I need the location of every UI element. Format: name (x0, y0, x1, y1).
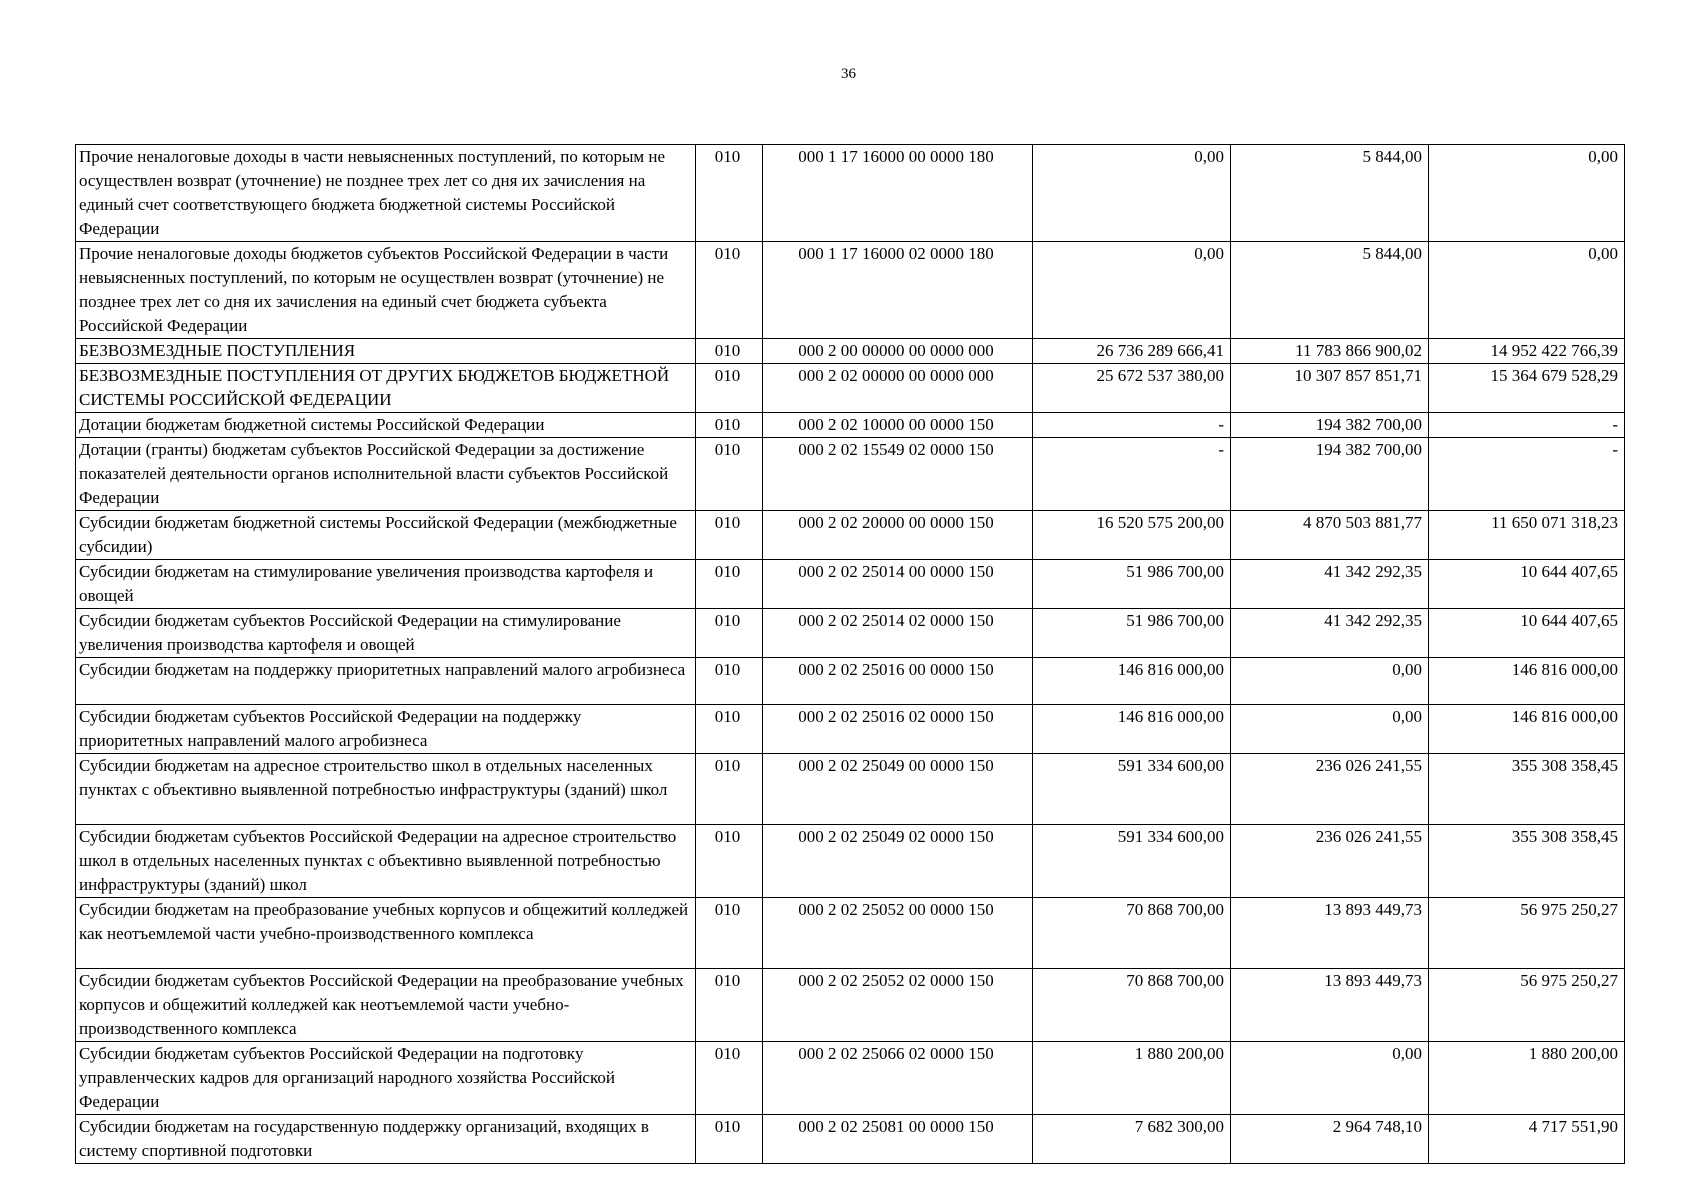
row-name-cell: БЕЗВОЗМЕЗДНЫЕ ПОСТУПЛЕНИЯ ОТ ДРУГИХ БЮДЖЕТОВ БЮДЖЕТНОЙ СИСТЕМЫ РОССИЙСКОЙ ФЕДЕРАЦИИ (76, 364, 696, 413)
row-name-cell: Дотации (гранты) бюджетам субъектов Российской Федерации за достижение показателей деятельности органов исполнительной власти субъектов Российской Федерации (76, 438, 696, 511)
row-code-cell: 010 (696, 1042, 763, 1115)
row-approved-cell: 70 868 700,00 (1033, 969, 1231, 1042)
row-approved-cell: 0,00 (1033, 145, 1231, 242)
row-approved-cell: 7 682 300,00 (1033, 1115, 1231, 1164)
row-unexecuted-cell: 10 644 407,65 (1429, 609, 1625, 658)
row-name-cell: БЕЗВОЗМЕЗДНЫЕ ПОСТУПЛЕНИЯ (76, 339, 696, 364)
row-executed-cell: 13 893 449,73 (1231, 898, 1429, 969)
row-approved-cell: 0,00 (1033, 242, 1231, 339)
row-kbk-cell: 000 1 17 16000 02 0000 180 (763, 242, 1033, 339)
row-name-cell: Субсидии бюджетам субъектов Российской Федерации на адресное строительство школ в отдельных населенных пунктах с объективно выявленной потребностью инфраструктуры (зданий) школ (76, 825, 696, 898)
row-approved-cell: 26 736 289 666,41 (1033, 339, 1231, 364)
row-approved-cell: 591 334 600,00 (1033, 754, 1231, 825)
row-kbk-cell: 000 2 02 25052 02 0000 150 (763, 969, 1033, 1042)
row-code-cell: 010 (696, 825, 763, 898)
row-approved-cell: 1 880 200,00 (1033, 1042, 1231, 1115)
budget-table-body (76, 145, 1625, 1164)
row-approved-cell: 51 986 700,00 (1033, 560, 1231, 609)
row-code-cell: 010 (696, 413, 763, 438)
row-name-cell: Прочие неналоговые доходы бюджетов субъектов Российской Федерации в части невыясненных поступлений, по которым не осуществлен возврат (уточнение) не позднее трех лет со дня их зачисления на единый счет бюджета субъекта Российской Федерации (76, 242, 696, 339)
row-code-cell: 010 (696, 705, 763, 754)
row-approved-cell: - (1033, 413, 1231, 438)
row-unexecuted-cell: 11 650 071 318,23 (1429, 511, 1625, 560)
row-unexecuted-cell: 56 975 250,27 (1429, 969, 1625, 1042)
row-unexecuted-cell: 146 816 000,00 (1429, 705, 1625, 754)
row-kbk-cell: 000 2 02 25016 02 0000 150 (763, 705, 1033, 754)
row-unexecuted-cell: 4 717 551,90 (1429, 1115, 1625, 1164)
row-code-cell: 010 (696, 339, 763, 364)
table-row (76, 1115, 1625, 1164)
row-code-cell: 010 (696, 1115, 763, 1164)
row-code-cell: 010 (696, 969, 763, 1042)
row-executed-cell: 13 893 449,73 (1231, 969, 1429, 1042)
row-unexecuted-cell: 1 880 200,00 (1429, 1042, 1625, 1115)
row-approved-cell: 51 986 700,00 (1033, 609, 1231, 658)
table-row (76, 658, 1625, 705)
row-name-cell: Субсидии бюджетам бюджетной системы Российской Федерации (межбюджетные субсидии) (76, 511, 696, 560)
row-kbk-cell: 000 2 02 25052 00 0000 150 (763, 898, 1033, 969)
row-executed-cell: 5 844,00 (1231, 242, 1429, 339)
row-executed-cell: 5 844,00 (1231, 145, 1429, 242)
row-approved-cell: 146 816 000,00 (1033, 658, 1231, 705)
row-executed-cell: 10 307 857 851,71 (1231, 364, 1429, 413)
row-approved-cell: 25 672 537 380,00 (1033, 364, 1231, 413)
row-name-cell: Субсидии бюджетам субъектов Российской Федерации на преобразование учебных корпусов и общежитий колледжей как неотъемлемой части учебно-производственного комплекса (76, 969, 696, 1042)
row-name-cell: Субсидии бюджетам субъектов Российской Федерации на поддержку приоритетных направлений малого агробизнеса (76, 705, 696, 754)
row-approved-cell: - (1033, 438, 1231, 511)
row-unexecuted-cell: 56 975 250,27 (1429, 898, 1625, 969)
row-kbk-cell: 000 2 02 15549 02 0000 150 (763, 438, 1033, 511)
row-unexecuted-cell: - (1429, 438, 1625, 511)
row-unexecuted-cell: 146 816 000,00 (1429, 658, 1625, 705)
row-code-cell: 010 (696, 511, 763, 560)
table-row (76, 364, 1625, 413)
row-kbk-cell: 000 2 02 20000 00 0000 150 (763, 511, 1033, 560)
row-approved-cell: 591 334 600,00 (1033, 825, 1231, 898)
table-row (76, 705, 1625, 754)
row-executed-cell: 4 870 503 881,77 (1231, 511, 1429, 560)
row-code-cell: 010 (696, 364, 763, 413)
row-kbk-cell: 000 2 02 00000 00 0000 000 (763, 364, 1033, 413)
table-row (76, 413, 1625, 438)
row-unexecuted-cell: - (1429, 413, 1625, 438)
table-row (76, 1042, 1625, 1115)
row-executed-cell: 194 382 700,00 (1231, 438, 1429, 511)
row-code-cell: 010 (696, 609, 763, 658)
table-row (76, 339, 1625, 364)
row-kbk-cell: 000 2 02 25081 00 0000 150 (763, 1115, 1033, 1164)
row-executed-cell: 2 964 748,10 (1231, 1115, 1429, 1164)
row-name-cell: Субсидии бюджетам на поддержку приоритетных направлений малого агробизнеса (76, 658, 696, 705)
table-row (76, 754, 1625, 825)
row-kbk-cell: 000 2 02 25049 00 0000 150 (763, 754, 1033, 825)
row-executed-cell: 41 342 292,35 (1231, 560, 1429, 609)
row-code-cell: 010 (696, 145, 763, 242)
row-unexecuted-cell: 355 308 358,45 (1429, 754, 1625, 825)
row-unexecuted-cell: 0,00 (1429, 242, 1625, 339)
row-executed-cell: 0,00 (1231, 658, 1429, 705)
row-name-cell: Дотации бюджетам бюджетной системы Российской Федерации (76, 413, 696, 438)
row-name-cell: Субсидии бюджетам на адресное строительство школ в отдельных населенных пунктах с объективно выявленной потребностью инфраструктуры (зданий) школ (76, 754, 696, 825)
table-row (76, 560, 1625, 609)
row-approved-cell: 16 520 575 200,00 (1033, 511, 1231, 560)
row-code-cell: 010 (696, 658, 763, 705)
row-unexecuted-cell: 0,00 (1429, 145, 1625, 242)
row-unexecuted-cell: 14 952 422 766,39 (1429, 339, 1625, 364)
row-executed-cell: 0,00 (1231, 1042, 1429, 1115)
row-executed-cell: 11 783 866 900,02 (1231, 339, 1429, 364)
row-approved-cell: 70 868 700,00 (1033, 898, 1231, 969)
row-approved-cell: 146 816 000,00 (1033, 705, 1231, 754)
row-unexecuted-cell: 10 644 407,65 (1429, 560, 1625, 609)
row-executed-cell: 236 026 241,55 (1231, 754, 1429, 825)
row-name-cell: Субсидии бюджетам субъектов Российской Федерации на стимулирование увеличения производства картофеля и овощей (76, 609, 696, 658)
table-row (76, 242, 1625, 339)
row-unexecuted-cell: 15 364 679 528,29 (1429, 364, 1625, 413)
row-name-cell: Субсидии бюджетам на государственную поддержку организаций, входящих в систему спортивной подготовки (76, 1115, 696, 1164)
row-executed-cell: 0,00 (1231, 705, 1429, 754)
row-name-cell: Прочие неналоговые доходы в части невыясненных поступлений, по которым не осуществлен возврат (уточнение) не позднее трех лет со дня их зачисления на единый счет соответствующего бюджета бюджетной системы Российской Федерации (76, 145, 696, 242)
budget-table (75, 144, 1625, 1164)
row-name-cell: Субсидии бюджетам на стимулирование увеличения производства картофеля и овощей (76, 560, 696, 609)
row-code-cell: 010 (696, 242, 763, 339)
row-code-cell: 010 (696, 438, 763, 511)
row-name-cell: Субсидии бюджетам субъектов Российской Федерации на подготовку управленческих кадров для организаций народного хозяйства Российской Федерации (76, 1042, 696, 1115)
table-row (76, 438, 1625, 511)
row-kbk-cell: 000 2 02 25066 02 0000 150 (763, 1042, 1033, 1115)
page-number: 36 (841, 66, 856, 82)
row-kbk-cell: 000 1 17 16000 00 0000 180 (763, 145, 1033, 242)
row-code-cell: 010 (696, 898, 763, 969)
table-row (76, 825, 1625, 898)
row-kbk-cell: 000 2 02 25049 02 0000 150 (763, 825, 1033, 898)
row-code-cell: 010 (696, 754, 763, 825)
table-row (76, 511, 1625, 560)
row-kbk-cell: 000 2 02 25014 02 0000 150 (763, 609, 1033, 658)
row-executed-cell: 41 342 292,35 (1231, 609, 1429, 658)
row-name-cell: Субсидии бюджетам на преобразование учебных корпусов и общежитий колледжей как неотъемлемой части учебно-производственного комплекса (76, 898, 696, 969)
table-row (76, 609, 1625, 658)
row-executed-cell: 194 382 700,00 (1231, 413, 1429, 438)
row-executed-cell: 236 026 241,55 (1231, 825, 1429, 898)
row-unexecuted-cell: 355 308 358,45 (1429, 825, 1625, 898)
table-row (76, 145, 1625, 242)
row-kbk-cell: 000 2 02 25014 00 0000 150 (763, 560, 1033, 609)
row-kbk-cell: 000 2 02 25016 00 0000 150 (763, 658, 1033, 705)
row-kbk-cell: 000 2 02 10000 00 0000 150 (763, 413, 1033, 438)
table-row (76, 898, 1625, 969)
row-kbk-cell: 000 2 00 00000 00 0000 000 (763, 339, 1033, 364)
table-row (76, 969, 1625, 1042)
row-code-cell: 010 (696, 560, 763, 609)
